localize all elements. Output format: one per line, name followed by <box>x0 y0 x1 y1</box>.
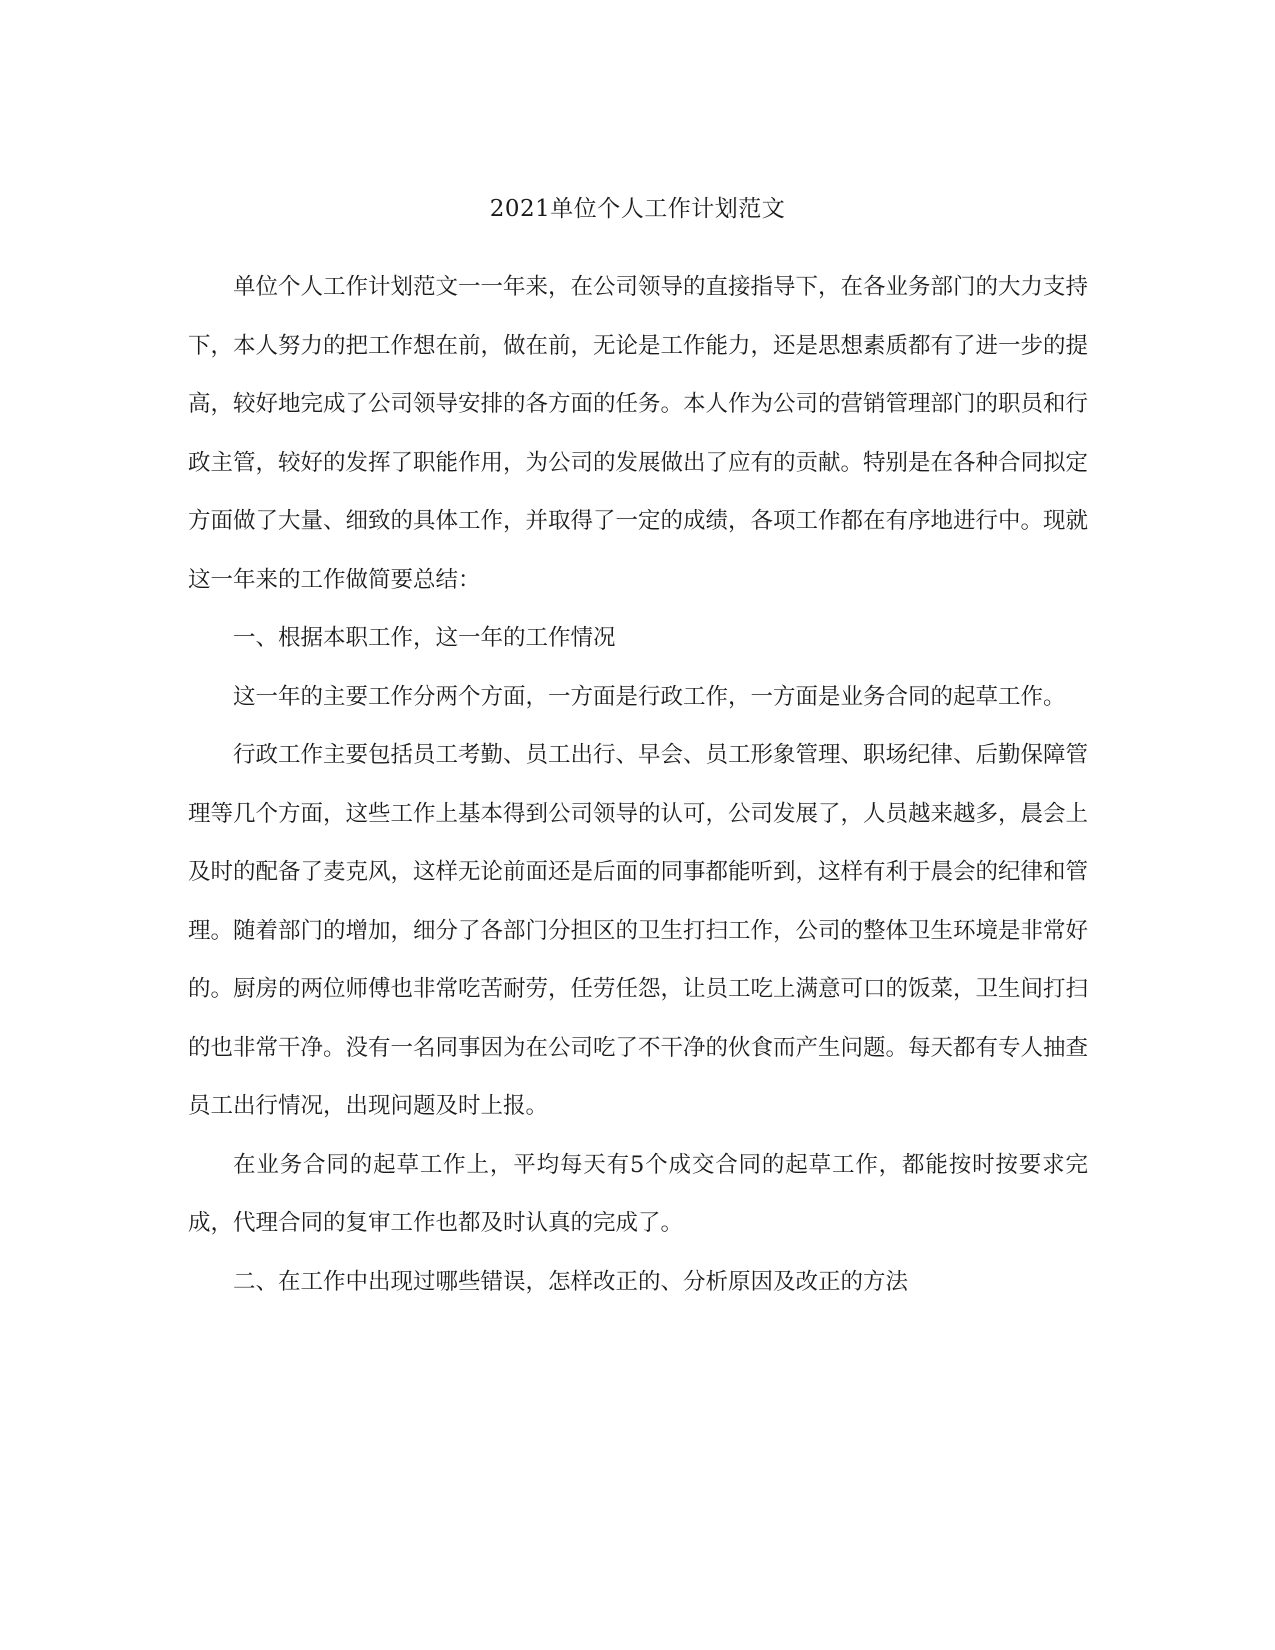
document-body <box>188 258 1088 1311</box>
paragraph-main-work: 这一年的主要工作分两个方面，一方面是行政工作，一方面是业务合同的起草工作。 <box>233 683 1066 710</box>
document-title: 2021单位个人工作计划范文 <box>489 196 786 222</box>
section-heading-2: 二、在工作中出现过哪些错误，怎样改正的、分析原因及改正的方法 <box>233 1268 909 1295</box>
paragraph-admin-work: 行政工作主要包括员工考勤、员工出行、早会、员工形象管理、职场纪律、后勤保障管理等几个方面，这些工作上基本得到公司领导的认可，公司发展了，人员越来越多，晨会上及时的配备了麦克风，这样无论前面还是后面的同事都能听到，这样有利于晨会的纪律和管理。随着部门的增加，细分了各部门分担区的卫生打扫工作，公司的整体卫生环境是非常好的。厨房的两位师傅也非常吃苦耐劳，任劳任怨，让员工吃上满意可口的饭菜，卫生间打扫的也非常干净。没有一名同事因为在公司吃了不干净的伙食而产生问题。每天都有专人抽查员工出行情况，出现问题及时上报。 <box>188 742 1089 1119</box>
paragraph-contract-work: 在业务合同的起草工作上，平均每天有5个成交合同的起草工作，都能按时按要求完成，代理合同的复审工作也都及时认真的完成了。 <box>188 1151 1088 1236</box>
section-heading-1: 一、根据本职工作，这一年的工作情况 <box>233 625 616 651</box>
paragraph-intro: 单位个人工作计划范文一一年来，在公司领导的直接指导下，在各业务部门的大力支持下，本人努力的把工作想在前，做在前，无论是工作能力，还是思想素质都有了进一步的提高，较好地完成了公司领导安排的各方面的任务。本人作为公司的营销管理部门的职员和行政主管，较好的发挥了职能作用，为公司的发展做出了应有的贡献。特别是在各种合同拟定方面做了大量、细致的具体工作，并取得了一定的成绩，各项工作都在有序地进行中。现就这一年来的工作做简要总结： <box>188 274 1089 593</box>
